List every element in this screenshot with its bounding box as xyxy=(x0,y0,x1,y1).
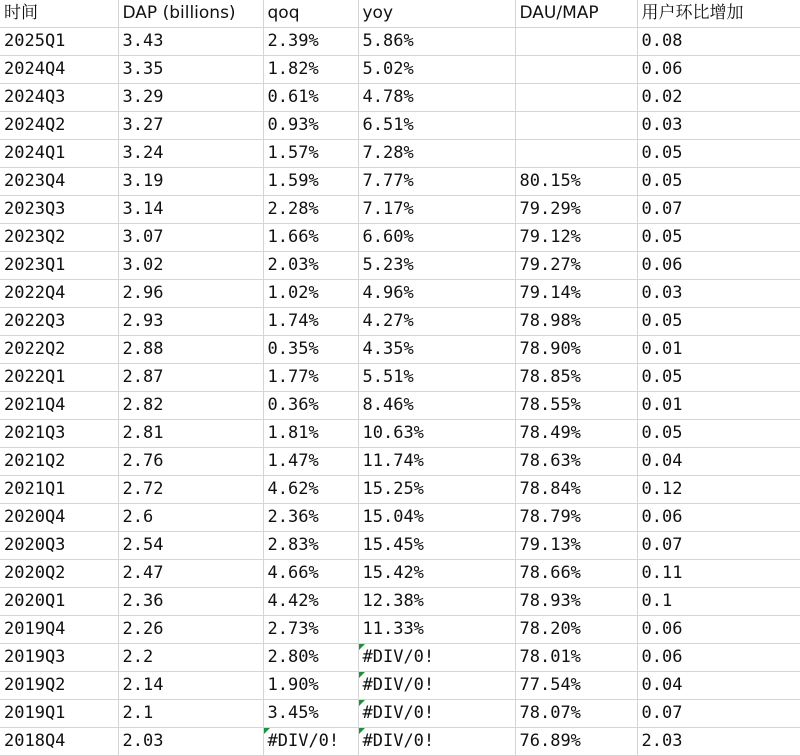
header-cell-dau-map[interactable]: DAU/MAP xyxy=(515,0,637,28)
table-row xyxy=(0,588,800,616)
cell-user-increase[interactable]: 0.12 xyxy=(637,476,800,504)
cell-user-increase[interactable]: 0.1 xyxy=(637,588,800,616)
cell-qoq[interactable]: 1.02% xyxy=(263,280,358,308)
table-row xyxy=(0,28,800,56)
cell-qoq[interactable]: 4.66% xyxy=(263,560,358,588)
cell-qoq[interactable]: 0.35% xyxy=(263,336,358,364)
cell-period[interactable]: 2021Q2 xyxy=(0,448,118,476)
cell-user-increase[interactable]: 0.06 xyxy=(637,56,800,84)
cell-dau-map[interactable] xyxy=(515,140,637,168)
cell-qoq[interactable]: 2.83% xyxy=(263,532,358,560)
table-row xyxy=(0,280,800,308)
cell-dap[interactable]: 2.03 xyxy=(118,728,263,756)
table-row xyxy=(0,308,800,336)
cell-period[interactable]: 2023Q4 xyxy=(0,168,118,196)
table-row xyxy=(0,560,800,588)
cell-dap[interactable]: 2.54 xyxy=(118,532,263,560)
cell-period[interactable]: 2019Q4 xyxy=(0,616,118,644)
cell-yoy[interactable]: 4.96% xyxy=(358,280,515,308)
cell-period[interactable]: 2019Q1 xyxy=(0,700,118,728)
cell-qoq[interactable]: 1.82% xyxy=(263,56,358,84)
cell-qoq[interactable]: 1.47% xyxy=(263,448,358,476)
table-row xyxy=(0,420,800,448)
cell-period[interactable]: 2021Q4 xyxy=(0,392,118,420)
table-row xyxy=(0,700,800,728)
cell-yoy[interactable]: 7.17% xyxy=(358,196,515,224)
cell-dau-map[interactable]: 77.54% xyxy=(515,672,637,700)
table-row xyxy=(0,616,800,644)
cell-user-increase[interactable]: 0.04 xyxy=(637,448,800,476)
table-row xyxy=(0,140,800,168)
cell-dap[interactable]: 2.81 xyxy=(118,420,263,448)
cell-dap[interactable]: 3.19 xyxy=(118,168,263,196)
table-row xyxy=(0,728,800,756)
cell-user-increase[interactable]: 0.07 xyxy=(637,196,800,224)
cell-dau-map[interactable] xyxy=(515,28,637,56)
cell-qoq[interactable]: 2.36% xyxy=(263,504,358,532)
cell-qoq[interactable]: 2.28% xyxy=(263,196,358,224)
cell-yoy[interactable]: 4.27% xyxy=(358,308,515,336)
cell-period[interactable]: 2023Q2 xyxy=(0,224,118,252)
cell-dap[interactable]: 2.47 xyxy=(118,560,263,588)
cell-dau-map[interactable]: 79.29% xyxy=(515,196,637,224)
table-row xyxy=(0,364,800,392)
cell-user-increase[interactable]: 0.02 xyxy=(637,84,800,112)
cell-dau-map[interactable]: 78.98% xyxy=(515,308,637,336)
cell-qoq[interactable]: 3.45% xyxy=(263,700,358,728)
cell-yoy[interactable]: 10.63% xyxy=(358,420,515,448)
cell-yoy[interactable]: #DIV/0! xyxy=(358,700,515,728)
cell-yoy[interactable]: #DIV/0! xyxy=(358,644,515,672)
table-row xyxy=(0,196,800,224)
table-row xyxy=(0,224,800,252)
cell-period[interactable]: 2024Q3 xyxy=(0,84,118,112)
table-row xyxy=(0,392,800,420)
cell-user-increase[interactable]: 0.06 xyxy=(637,252,800,280)
cell-qoq[interactable]: 2.73% xyxy=(263,616,358,644)
cell-qoq[interactable]: 0.93% xyxy=(263,112,358,140)
cell-period[interactable]: 2022Q2 xyxy=(0,336,118,364)
cell-qoq[interactable]: 1.81% xyxy=(263,420,358,448)
cell-user-increase[interactable]: 0.06 xyxy=(637,616,800,644)
cell-user-increase[interactable]: 0.01 xyxy=(637,336,800,364)
cell-user-increase[interactable]: 2.03 xyxy=(637,728,800,756)
cell-dau-map[interactable]: 79.12% xyxy=(515,224,637,252)
cell-period[interactable]: 2021Q1 xyxy=(0,476,118,504)
cell-period[interactable]: 2019Q2 xyxy=(0,672,118,700)
cell-user-increase[interactable]: 0.05 xyxy=(637,140,800,168)
cell-period[interactable]: 2022Q1 xyxy=(0,364,118,392)
cell-yoy[interactable]: 7.77% xyxy=(358,168,515,196)
cell-dap[interactable]: 3.02 xyxy=(118,252,263,280)
cell-dau-map[interactable]: 76.89% xyxy=(515,728,637,756)
cell-dap[interactable]: 2.93 xyxy=(118,308,263,336)
table-row xyxy=(0,476,800,504)
header-cell-yoy[interactable]: yoy xyxy=(358,0,515,28)
cell-dap[interactable]: 3.29 xyxy=(118,84,263,112)
table-row xyxy=(0,112,800,140)
cell-dau-map[interactable]: 78.63% xyxy=(515,448,637,476)
cell-dau-map[interactable]: 78.49% xyxy=(515,420,637,448)
table-row xyxy=(0,56,800,84)
cell-dap[interactable]: 3.24 xyxy=(118,140,263,168)
cell-yoy[interactable]: 6.60% xyxy=(358,224,515,252)
cell-yoy[interactable]: 15.42% xyxy=(358,560,515,588)
cell-dap[interactable]: 3.14 xyxy=(118,196,263,224)
cell-dau-map[interactable]: 78.93% xyxy=(515,588,637,616)
cell-period[interactable]: 2022Q4 xyxy=(0,280,118,308)
cell-dau-map[interactable]: 78.84% xyxy=(515,476,637,504)
cell-dap[interactable]: 2.87 xyxy=(118,364,263,392)
header-cell-qoq[interactable]: qoq xyxy=(263,0,358,28)
cell-dau-map[interactable]: 78.20% xyxy=(515,616,637,644)
cell-user-increase[interactable]: 0.03 xyxy=(637,280,800,308)
cell-period[interactable]: 2019Q3 xyxy=(0,644,118,672)
cell-period[interactable]: 2018Q4 xyxy=(0,728,118,756)
cell-period[interactable]: 2021Q3 xyxy=(0,420,118,448)
table-row xyxy=(0,336,800,364)
table-row xyxy=(0,84,800,112)
cell-user-increase[interactable]: 0.11 xyxy=(637,560,800,588)
cell-dau-map[interactable]: 78.07% xyxy=(515,700,637,728)
header-row xyxy=(0,0,800,28)
cell-dau-map[interactable]: 78.66% xyxy=(515,560,637,588)
cell-dau-map[interactable]: 80.15% xyxy=(515,168,637,196)
table-row xyxy=(0,252,800,280)
cell-dau-map[interactable] xyxy=(515,84,637,112)
cell-dap[interactable]: 2.76 xyxy=(118,448,263,476)
cell-qoq[interactable]: 4.42% xyxy=(263,588,358,616)
cell-dau-map[interactable]: 78.79% xyxy=(515,504,637,532)
cell-qoq[interactable]: 1.74% xyxy=(263,308,358,336)
cell-qoq[interactable]: 2.80% xyxy=(263,644,358,672)
cell-dap[interactable]: 3.07 xyxy=(118,224,263,252)
table-row xyxy=(0,532,800,560)
cell-user-increase[interactable]: 0.07 xyxy=(637,700,800,728)
cell-qoq[interactable]: 0.61% xyxy=(263,84,358,112)
cell-qoq[interactable]: 1.90% xyxy=(263,672,358,700)
table-row xyxy=(0,644,800,672)
header-cell-period[interactable]: 时间 xyxy=(0,0,118,28)
cell-dau-map[interactable]: 79.13% xyxy=(515,532,637,560)
cell-qoq[interactable]: 1.66% xyxy=(263,224,358,252)
cell-user-increase[interactable]: 0.07 xyxy=(637,532,800,560)
table-row xyxy=(0,168,800,196)
cell-period[interactable]: 2020Q1 xyxy=(0,588,118,616)
cell-qoq[interactable]: #DIV/0! xyxy=(263,728,358,756)
cell-yoy[interactable]: 5.51% xyxy=(358,364,515,392)
cell-dap[interactable]: 2.2 xyxy=(118,644,263,672)
cell-user-increase[interactable]: 0.03 xyxy=(637,112,800,140)
cell-period[interactable]: 2024Q4 xyxy=(0,56,118,84)
cell-period[interactable]: 2022Q3 xyxy=(0,308,118,336)
cell-period[interactable]: 2020Q4 xyxy=(0,504,118,532)
cell-yoy[interactable]: #DIV/0! xyxy=(358,728,515,756)
table-row xyxy=(0,672,800,700)
cell-user-increase[interactable]: 0.06 xyxy=(637,504,800,532)
table-row xyxy=(0,448,800,476)
cell-dap[interactable]: 2.14 xyxy=(118,672,263,700)
cell-dau-map[interactable]: 79.27% xyxy=(515,252,637,280)
cell-dap[interactable]: 3.35 xyxy=(118,56,263,84)
cell-dap[interactable]: 2.72 xyxy=(118,476,263,504)
cell-yoy[interactable]: 5.02% xyxy=(358,56,515,84)
cell-dap[interactable]: 2.96 xyxy=(118,280,263,308)
cell-yoy[interactable]: 15.25% xyxy=(358,476,515,504)
cell-period[interactable]: 2024Q1 xyxy=(0,140,118,168)
cell-user-increase[interactable]: 0.06 xyxy=(637,644,800,672)
cell-dau-map[interactable]: 78.55% xyxy=(515,392,637,420)
cell-dap[interactable]: 2.88 xyxy=(118,336,263,364)
cell-yoy[interactable]: 7.28% xyxy=(358,140,515,168)
cell-qoq[interactable]: 0.36% xyxy=(263,392,358,420)
cell-user-increase[interactable]: 0.08 xyxy=(637,28,800,56)
cell-qoq[interactable]: 1.77% xyxy=(263,364,358,392)
cell-dau-map[interactable]: 78.90% xyxy=(515,336,637,364)
cell-dap[interactable]: 3.43 xyxy=(118,28,263,56)
cell-yoy[interactable]: 15.45% xyxy=(358,532,515,560)
cell-user-increase[interactable]: 0.01 xyxy=(637,392,800,420)
cell-yoy[interactable]: 5.23% xyxy=(358,252,515,280)
cell-dap[interactable]: 3.27 xyxy=(118,112,263,140)
cell-period[interactable]: 2025Q1 xyxy=(0,28,118,56)
header-cell-user-increase[interactable]: 用户环比增加 xyxy=(637,0,800,28)
cell-yoy[interactable]: 11.33% xyxy=(358,616,515,644)
cell-dau-map[interactable] xyxy=(515,56,637,84)
cell-dau-map[interactable]: 78.01% xyxy=(515,644,637,672)
cell-period[interactable]: 2020Q2 xyxy=(0,560,118,588)
cell-user-increase[interactable]: 0.05 xyxy=(637,364,800,392)
cell-qoq[interactable]: 1.59% xyxy=(263,168,358,196)
cell-yoy[interactable]: 11.74% xyxy=(358,448,515,476)
cell-yoy[interactable]: 4.78% xyxy=(358,84,515,112)
cell-user-increase[interactable]: 0.05 xyxy=(637,308,800,336)
cell-period[interactable]: 2023Q1 xyxy=(0,252,118,280)
cell-user-increase[interactable]: 0.05 xyxy=(637,420,800,448)
cell-qoq[interactable]: 1.57% xyxy=(263,140,358,168)
cell-yoy[interactable]: 4.35% xyxy=(358,336,515,364)
header-cell-dap[interactable]: DAP (billions) xyxy=(118,0,263,28)
cell-dau-map[interactable]: 79.14% xyxy=(515,280,637,308)
cell-dap[interactable]: 2.1 xyxy=(118,700,263,728)
cell-dap[interactable]: 2.36 xyxy=(118,588,263,616)
cell-dap[interactable]: 2.82 xyxy=(118,392,263,420)
cell-user-increase[interactable]: 0.05 xyxy=(637,224,800,252)
cell-period[interactable]: 2020Q3 xyxy=(0,532,118,560)
cell-yoy[interactable]: 12.38% xyxy=(358,588,515,616)
cell-dau-map[interactable] xyxy=(515,112,637,140)
cell-qoq[interactable]: 4.62% xyxy=(263,476,358,504)
cell-qoq[interactable]: 2.39% xyxy=(263,28,358,56)
cell-dap[interactable]: 2.6 xyxy=(118,504,263,532)
cell-dap[interactable]: 2.26 xyxy=(118,616,263,644)
cell-user-increase[interactable]: 0.04 xyxy=(637,672,800,700)
cell-period[interactable]: 2024Q2 xyxy=(0,112,118,140)
cell-user-increase[interactable]: 0.05 xyxy=(637,168,800,196)
cell-yoy[interactable]: 15.04% xyxy=(358,504,515,532)
cell-yoy[interactable]: #DIV/0! xyxy=(358,672,515,700)
cell-yoy[interactable]: 8.46% xyxy=(358,392,515,420)
cell-period[interactable]: 2023Q3 xyxy=(0,196,118,224)
cell-yoy[interactable]: 6.51% xyxy=(358,112,515,140)
table-row xyxy=(0,504,800,532)
cell-qoq[interactable]: 2.03% xyxy=(263,252,358,280)
cell-dau-map[interactable]: 78.85% xyxy=(515,364,637,392)
cell-yoy[interactable]: 5.86% xyxy=(358,28,515,56)
